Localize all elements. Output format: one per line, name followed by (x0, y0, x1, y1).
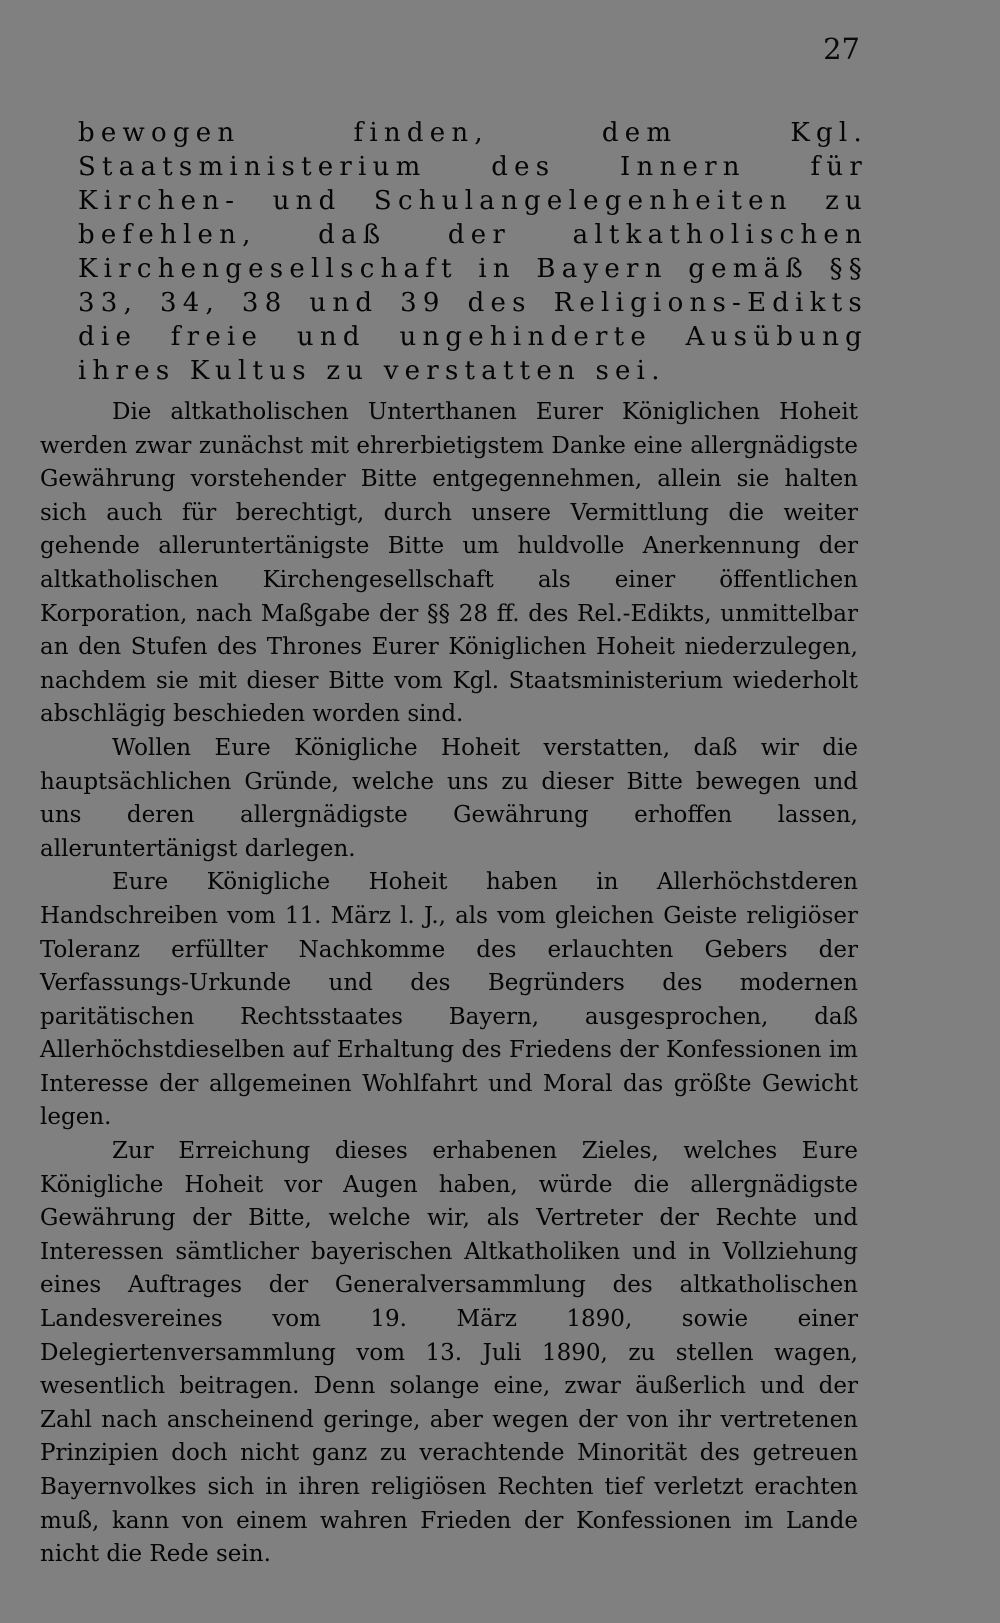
paragraph: Zur Erreichung dieses erhabenen Zieles, welches Eure Königliche Hoheit vor Augen haben, würde die allergnädigste Gewährung der Bitte, welche wir, als Vertreter der Rechte und Interessen sämtlicher bayerischen Altkatholiken und in Vollziehung eines Auftrages der Generalversammlung des altkatholischen Landesvereines vom 19. März 1890, sowie einer Delegiertenversammlung vom 13. Juli 1890, zu stellen wagen, wesentlich beitragen. Denn solange eine, zwar äußerlich und der Zahl nach anscheinend geringe, aber wegen der von ihr vertretenen Prinzipien doch nicht ganz zu verachtende Minorität des getreuen Bayernvolkes sich in ihren religiösen Rechten tief verletzt erachten muß, kann von einem wahren Frieden der Konfessionen im Lande nicht die Rede sein. (40, 1138, 858, 1568)
paragraph: Eure Königliche Hoheit haben in Allerhöchstderen Handschreiben vom 11. März l. J., als vom gleichen Geiste religiöser Toleranz erfüllter Nachkomme des erlauchten Gebers der Verfassungs-Urkunde und des Begründers des modernen paritätischen Rechtsstaates Bayern, ausgesprochen, daß Allerhöchstdieselben auf Erhaltung des Friedens der Konfessionen im Interesse der allgemeinen Wohlfahrt und Moral das größte Gewicht legen. (40, 869, 858, 1131)
page-number: 27 (823, 32, 860, 66)
paragraph: Wollen Eure Königliche Hoheit verstatten, daß wir die hauptsächlichen Gründe, welche uns zu dieser Bitte bewegen und uns deren allergnädigste Gewährung erhoffen lassen, alleruntertänigst darlegen. (40, 734, 858, 862)
spaced-paragraph: bewogen finden, dem Kgl. Staatsministerium des Innern für Kirchen- und Schulangelegenheiten zu befehlen, daß der altkatholischen Kirchengesellschaft in Bayern gemäß §§ 33, 34, 38 und 39 des Religions-Edikts die freie und ungehinderte Ausübung ihres Kultus zu verstatten sei. (78, 118, 868, 386)
paragraph: Die altkatholischen Unterthanen Eurer Königlichen Hoheit werden zwar zunächst mit ehrerbietigstem Danke eine allergnädigste Gewährung vorstehender Bitte entgegennehmen, allein sie halten sich auch für berechtigt, durch unsere Vermittlung die weiter gehende alleruntertänigste Bitte um huldvolle Anerkennung der altkatholischen Kirchengesellschaft als einer öffentlichen Korporation, nach Maßgabe der §§ 28 ff. des Rel.-Edikts, unmittelbar an den Stufen des Thrones Eurer Königlichen Hoheit niederzulegen, nachdem sie mit dieser Bitte vom Kgl. Staatsministerium wiederholt abschlägig beschieden worden sind. (40, 399, 858, 728)
body-text (40, 396, 858, 1572)
